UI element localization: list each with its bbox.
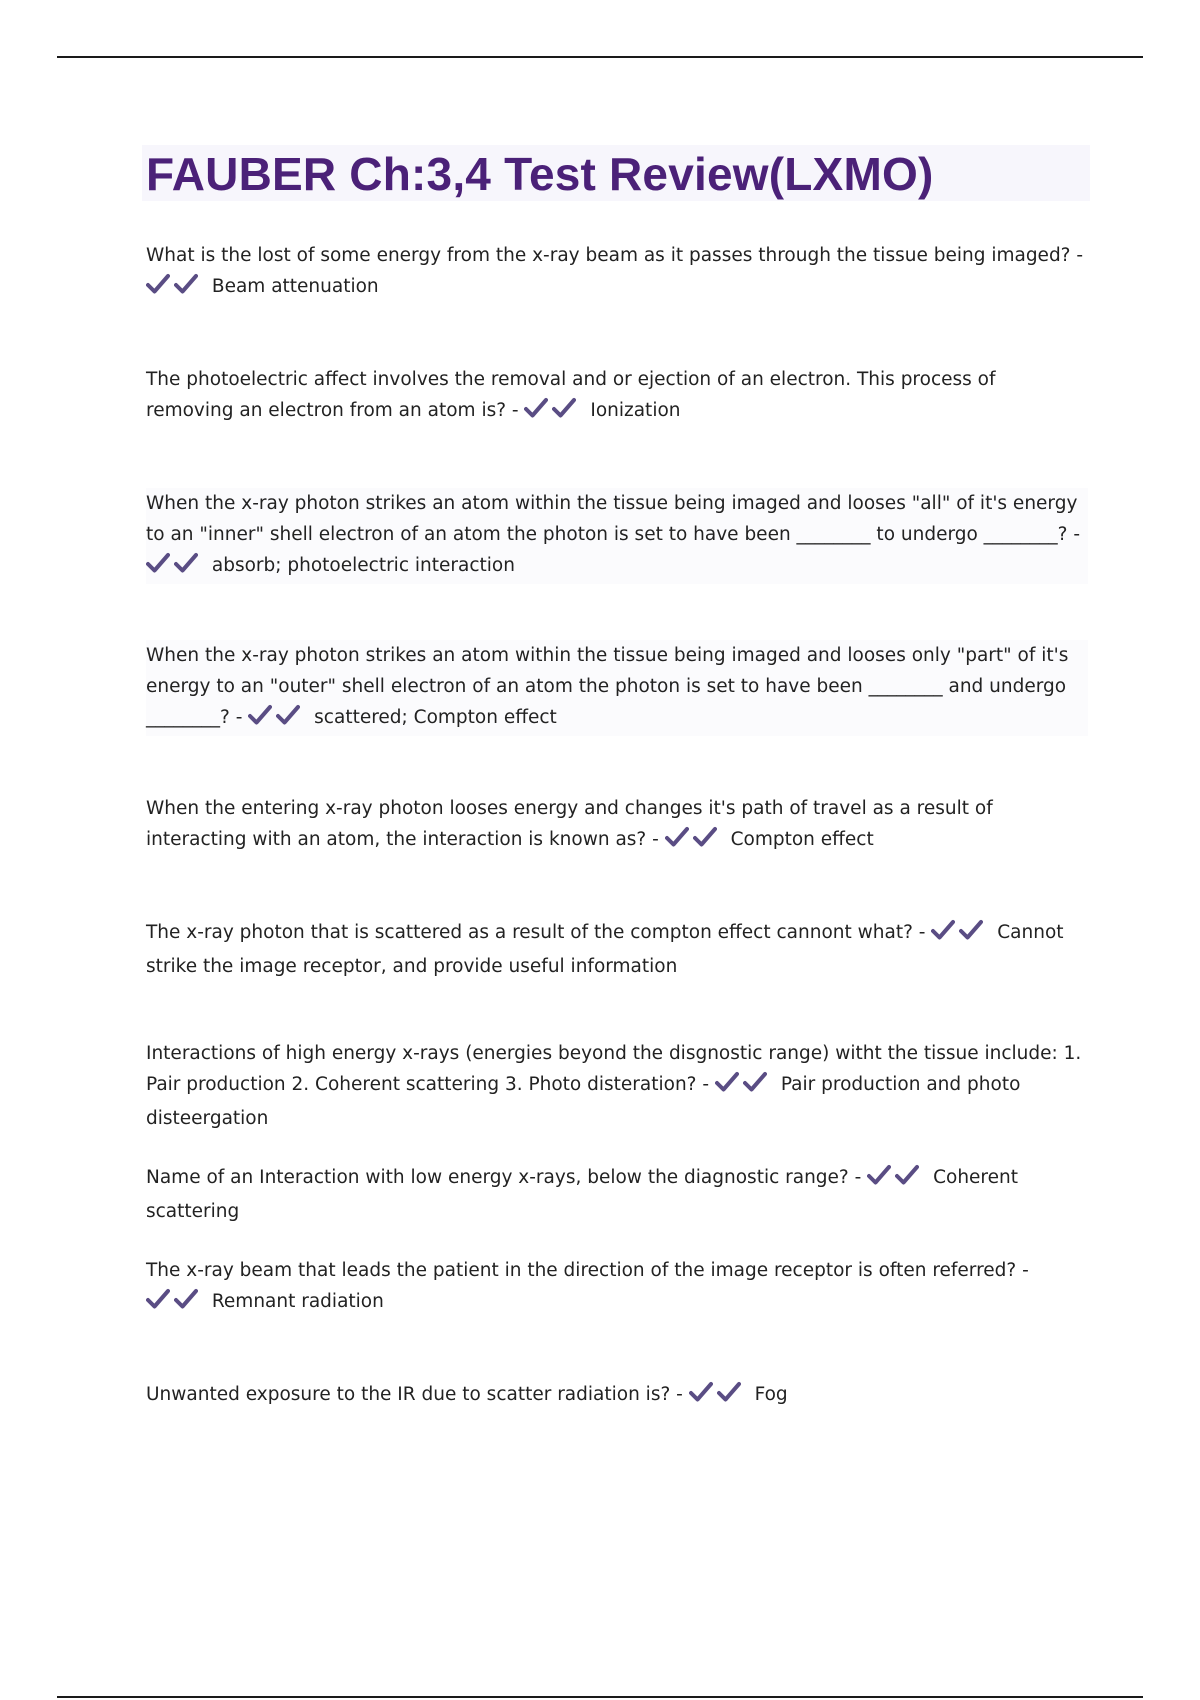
check-icon bbox=[895, 1164, 919, 1186]
question-text: The photoelectric affect involves the removal and or ejection of an electron. This process of removing an electron from an atom is? - bbox=[146, 369, 996, 421]
check-pair bbox=[867, 1164, 923, 1196]
question-text: When the entering x-ray photon looses energy and changes it's path of travel as a result of interacting with an atom, the interaction is known as? - bbox=[146, 798, 993, 850]
qa-item bbox=[146, 1162, 1088, 1227]
answer-text: Ionization bbox=[590, 400, 681, 421]
check-icon bbox=[715, 1071, 739, 1093]
check-pair bbox=[146, 1288, 202, 1320]
check-icon bbox=[959, 919, 983, 941]
qa-item bbox=[146, 917, 1088, 982]
check-icon bbox=[524, 397, 548, 419]
check-pair bbox=[665, 826, 721, 858]
check-icon bbox=[146, 1288, 170, 1310]
check-icon bbox=[689, 1381, 713, 1403]
qa-item bbox=[146, 1038, 1088, 1134]
check-icon bbox=[693, 826, 717, 848]
page-title: FAUBER Ch:3,4 Test Review(LXMO) bbox=[146, 148, 934, 200]
answer-text: absorb; photoelectric interaction bbox=[211, 555, 515, 576]
check-icon bbox=[717, 1381, 741, 1403]
check-icon bbox=[276, 704, 300, 726]
check-pair bbox=[689, 1381, 745, 1413]
qa-item bbox=[146, 1379, 1088, 1413]
answer-text: Remnant radiation bbox=[211, 1291, 384, 1312]
qa-item bbox=[146, 1255, 1088, 1320]
check-icon bbox=[931, 919, 955, 941]
question-text: The x-ray beam that leads the patient in the direction of the image receptor is often referred? - bbox=[146, 1260, 1029, 1281]
qa-item bbox=[146, 488, 1088, 584]
check-icon bbox=[867, 1164, 891, 1186]
answer-text: Coherent scattering bbox=[146, 1167, 1018, 1222]
question-text: What is the lost of some energy from the x-ray beam as it passes through the tissue being imaged? - bbox=[146, 245, 1084, 266]
check-pair bbox=[715, 1071, 771, 1103]
question-text: When the x-ray photon strikes an atom within the tissue being imaged and looses only "part" of it's energy to an "outer" shell electron of an atom the photon is set to have been ________ and undergo ________? - bbox=[146, 645, 1069, 728]
check-pair bbox=[524, 397, 580, 429]
answer-text: scattered; Compton effect bbox=[314, 707, 557, 728]
check-icon bbox=[665, 826, 689, 848]
check-pair bbox=[146, 273, 202, 305]
question-text: Name of an Interaction with low energy x-rays, below the diagnostic range? - bbox=[146, 1167, 862, 1188]
question-text: When the x-ray photon strikes an atom within the tissue being imaged and looses "all" of it's energy to an "inner" shell electron of an atom the photon is set to have been ________ to undergo ________? - bbox=[146, 493, 1081, 545]
check-pair bbox=[931, 919, 987, 951]
top-divider bbox=[57, 56, 1143, 58]
check-icon bbox=[552, 397, 576, 419]
qa-item bbox=[146, 640, 1088, 736]
qa-item bbox=[146, 364, 1088, 429]
check-pair bbox=[146, 552, 202, 584]
check-icon bbox=[174, 552, 198, 574]
answer-text: Fog bbox=[754, 1384, 788, 1405]
check-icon bbox=[174, 273, 198, 295]
question-text: The x-ray photon that is scattered as a result of the compton effect cannont what? - bbox=[146, 922, 926, 943]
check-icon bbox=[743, 1071, 767, 1093]
answer-text: Cannot strike the image receptor, and provide useful information bbox=[146, 922, 1064, 977]
check-icon bbox=[146, 552, 170, 574]
check-icon bbox=[248, 704, 272, 726]
check-icon bbox=[174, 1288, 198, 1310]
check-pair bbox=[248, 704, 304, 736]
answer-text: Beam attenuation bbox=[211, 276, 379, 297]
answer-text: Pair production and photo disteergation bbox=[146, 1074, 1021, 1129]
question-text: Unwanted exposure to the IR due to scatter radiation is? - bbox=[146, 1384, 683, 1405]
qa-item bbox=[146, 793, 1088, 858]
question-text: Interactions of high energy x-rays (energies beyond the disgnostic range) witht the tissue include: 1. Pair production 2. Coherent scattering 3. Photo disteration? - bbox=[146, 1043, 1082, 1095]
qa-item bbox=[146, 240, 1088, 305]
answer-text: Compton effect bbox=[730, 829, 874, 850]
bottom-divider bbox=[57, 1696, 1143, 1698]
check-icon bbox=[146, 273, 170, 295]
